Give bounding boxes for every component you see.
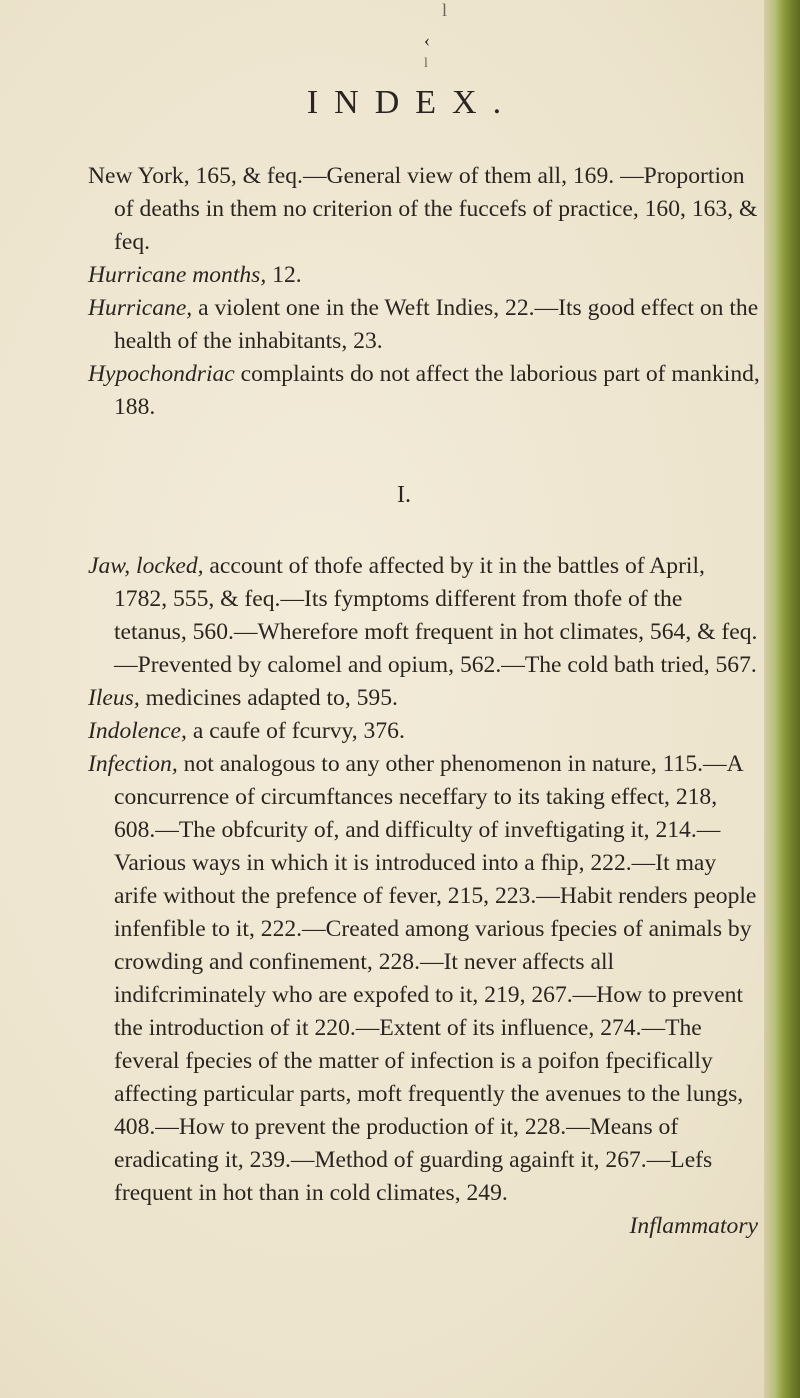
stray-mark: l <box>442 0 448 20</box>
index-entry <box>88 259 760 292</box>
index-entry <box>88 682 760 715</box>
stray-mark: ‹ <box>424 30 430 50</box>
index-entry <box>88 748 760 1210</box>
entry-text: a caufe of fcurvy, 376. <box>186 718 405 744</box>
entry-headword: Hurricane, <box>88 295 193 321</box>
entry-headword: Ileus, <box>88 685 140 711</box>
entry-headword: Infection, <box>88 751 178 777</box>
entry-text: a violent one in the Weft Indies, 22.—Its good effect on the health of the inhabitants, 23. <box>114 295 759 354</box>
section-letter: I. <box>397 482 411 508</box>
entry-text: not analogous to any other phenomenon in nature, 115.—A concurrence of circumftances neceffary to its taking effect, 218, 608.—The obfcurity of, and difficulty of inveftigating it, 214.—Various ways in which it is introduced into a fhip, 222.—It may arife without the prefence of fever, 215, 223.—Habit renders people infenfible to it, 222.—Created among various fpecies of animals by crowding and confinement, 228.—It never affects all indifcriminately who are expofed to it, 219, 267.—How to prevent the introduction of it 220.—Extent of its influence, 274.—The feveral fpecies of the matter of infection is a poifon fpecifically affecting particular parts, moft frequently the avenues to the lungs, 408.—How to prevent the production of it, 228.—Means of eradicating it, 239.—Method of guarding againft it, 267.—Lefs frequent in hot than in cold climates, 249. <box>114 751 757 1206</box>
index-entry <box>88 550 760 682</box>
page-edge <box>764 0 800 1398</box>
stray-mark: l <box>424 56 428 71</box>
entry-headword: Jaw, locked, <box>88 553 204 579</box>
entry-headword: Indolence, <box>88 718 187 744</box>
entry-text: New York, 165, & feq.—General view of them all, 169. —Proportion of deaths in them no criterion of the fuccefs of practice, 160, 163, & feq. <box>88 163 758 255</box>
entry-text: account of thofe affected by it in the battles of April, 1782, 555, & feq.—Its fymptoms different from thofe of the tetanus, 560.—Wherefore moft frequent in hot climates, 564, & feq.—Prevented by calomel and opium, 562.—The cold bath tried, 567. <box>114 553 758 678</box>
index-entry <box>88 358 760 424</box>
index-entry <box>88 715 760 748</box>
catchword: Inflammatory <box>629 1213 758 1239</box>
entry-text: complaints do not affect the laborious part of mankind, 188. <box>114 361 760 420</box>
index-entry <box>88 160 760 259</box>
entry-text: 12. <box>266 262 302 288</box>
index-entry <box>88 292 760 358</box>
page-header: INDEX. <box>306 84 518 121</box>
entry-headword: Hurricane months, <box>88 262 267 288</box>
index-body <box>88 160 760 1243</box>
entry-headword: Hypochondriac <box>88 361 235 387</box>
entry-text: medicines adapted to, 595. <box>139 685 398 711</box>
